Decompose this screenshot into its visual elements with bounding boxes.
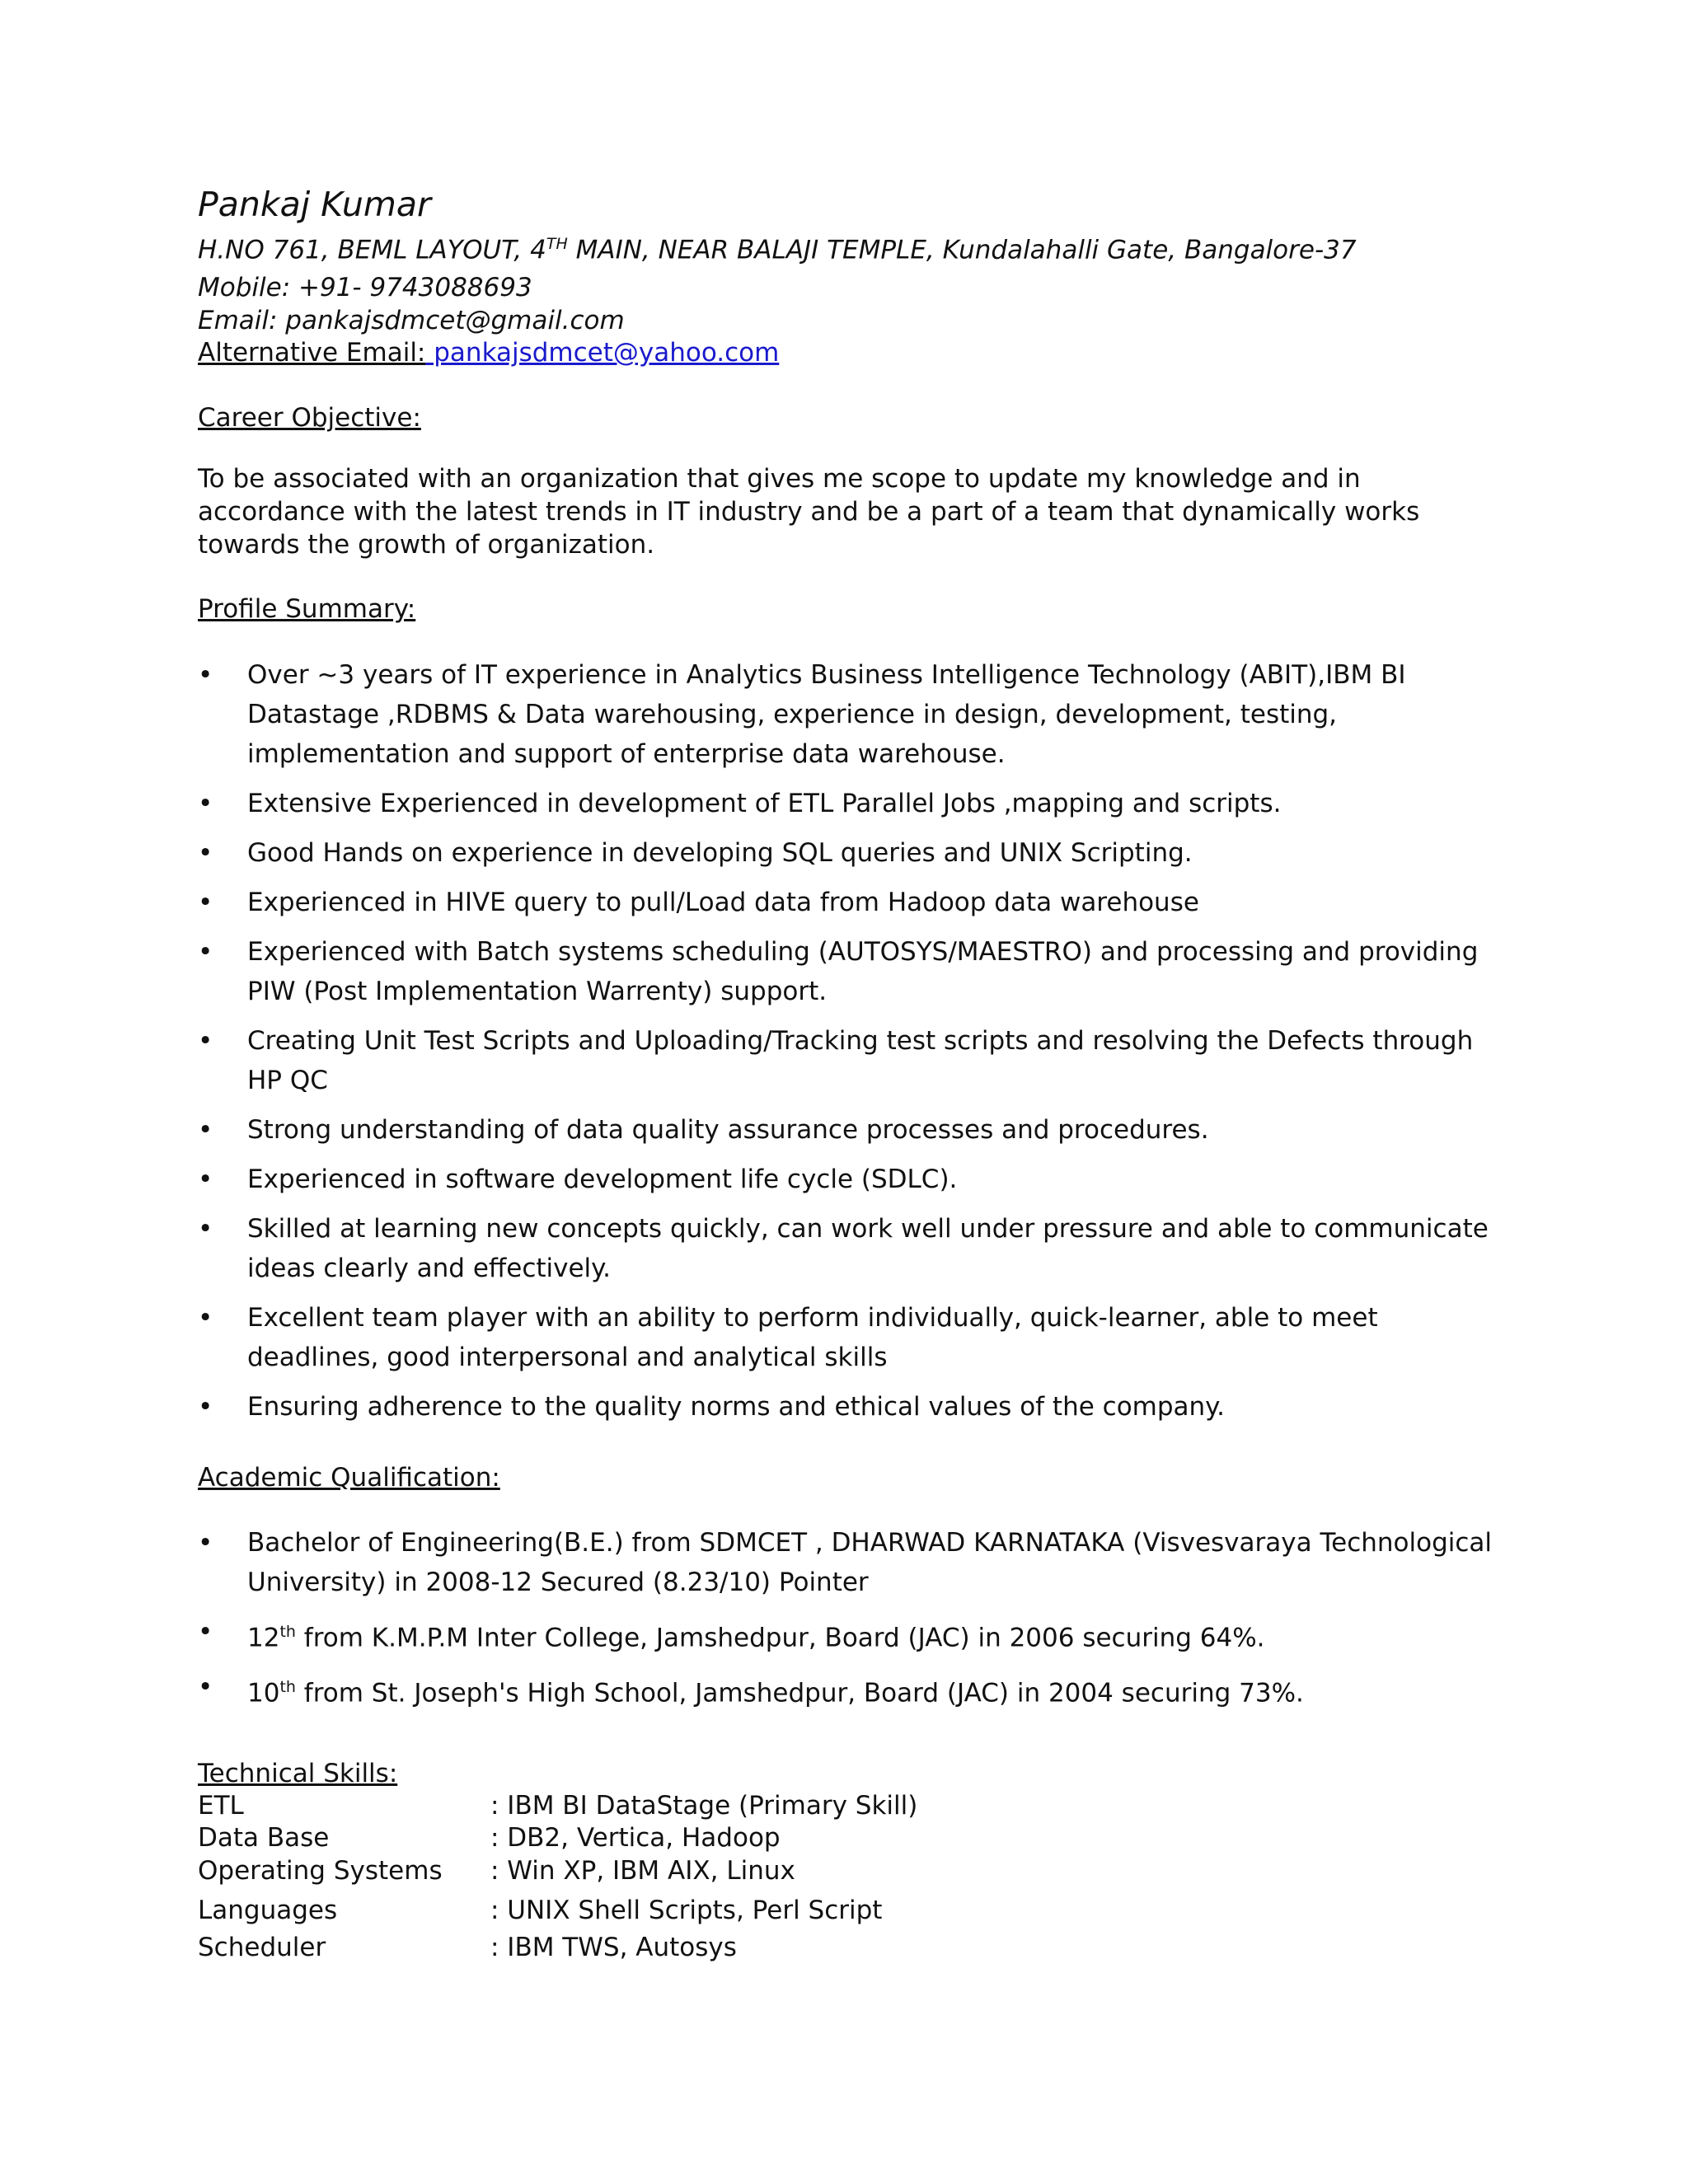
bullet-icon: • <box>198 1616 213 1647</box>
list-item: • Over ~3 years of IT experience in Analytics Business Intelligence Technology (ABIT),IBM BI Datastage ,RDBMS & Data warehousing, experience in design, development, testing, implementation and support of enterprise data warehouse. <box>198 655 1508 774</box>
bullet-icon: • <box>198 936 213 967</box>
alt-email-link[interactable]: pankajsdmcet@yahoo.com <box>425 338 780 368</box>
skill-row <box>198 1790 1508 1823</box>
list-item: • Bachelor of Engineering(B.E.) from SDMCET , DHARWAD KARNATAKA (Visvesvaraya Technological University) in 2008-12 Secured (8.23/10) Pointer <box>198 1523 1508 1602</box>
address-post: MAIN, NEAR BALAJI TEMPLE, Kundalahalli Gate, Bangalore-37 <box>567 235 1357 265</box>
academic-heading: Academic Qualification: <box>198 1462 500 1493</box>
list-item: • Good Hands on experience in developing SQL queries and UNIX Scripting. <box>198 833 1508 873</box>
skill-row <box>198 1855 1508 1888</box>
technical-skills <box>198 1759 1508 1965</box>
list-item: • 10th from St. Joseph's High School, Jamshedpur, Board (JAC) in 2004 securing 73%. <box>198 1667 1508 1713</box>
skill-value: : Win XP, IBM AIX, Linux <box>490 1855 795 1886</box>
skill-value: : DB2, Vertica, Hadoop <box>490 1823 781 1854</box>
list-item: • Excellent team player with an ability to perform individually, quick-learner, able to meet deadlines, good interpersonal and analytical skills <box>198 1298 1508 1377</box>
bullet-icon: • <box>198 788 213 818</box>
list-item: • Extensive Experienced in development of ETL Parallel Jobs ,mapping and scripts. <box>198 784 1508 823</box>
mobile-line: Mobile: +91- 9743088693 <box>198 273 532 303</box>
skill-row <box>198 1895 1508 1928</box>
bullet-icon: • <box>198 659 213 690</box>
list-item: • Experienced in software development life cycle (SDLC). <box>198 1160 1508 1199</box>
list-item: • Creating Unit Test Scripts and Uploading/Tracking test scripts and resolving the Defects through HP QC <box>198 1021 1508 1100</box>
resume-page <box>198 185 1508 1965</box>
list-item: • Experienced in HIVE query to pull/Load data from Hadoop data warehouse <box>198 883 1508 922</box>
skill-row <box>198 1932 1508 1965</box>
skill-key: Languages <box>198 1895 338 1925</box>
alt-email-label: Alternative Email: <box>198 338 426 368</box>
career-objective-text: To be associated with an organization that gives me scope to update my knowledge and in accordance with the latest trends in IT industry and be a part of a team that dynamically works towards the growth of organization. <box>198 464 1420 560</box>
candidate-name: Pankaj Kumar <box>198 185 431 224</box>
bullet-icon: • <box>198 1527 213 1558</box>
skill-key: ETL <box>198 1790 244 1821</box>
bullet-icon: • <box>198 837 213 868</box>
list-item: • Ensuring adherence to the quality norms and ethical values of the company. <box>198 1387 1508 1427</box>
bullet-icon: • <box>198 1164 213 1194</box>
skill-row <box>198 1822 1508 1855</box>
bullet-icon: • <box>198 887 213 917</box>
skill-value: : UNIX Shell Scripts, Perl Script <box>490 1895 883 1925</box>
address-line <box>198 234 1508 267</box>
list-item: • Strong understanding of data quality assurance processes and procedures. <box>198 1110 1508 1150</box>
alt-email-line <box>198 337 1508 370</box>
bullet-icon: • <box>198 1114 213 1145</box>
skill-value: : IBM TWS, Autosys <box>490 1933 737 1963</box>
bullet-icon: • <box>198 1672 213 1703</box>
profile-summary-heading: Profile Summary: <box>198 594 416 625</box>
skill-key: Operating Systems <box>198 1855 443 1886</box>
skill-value: : IBM BI DataStage (Primary Skill) <box>490 1790 918 1821</box>
address-pre: H.NO 761, BEML LAYOUT, 4 <box>198 235 546 265</box>
technical-skills-heading: Technical Skills: <box>198 1759 398 1789</box>
bullet-icon: • <box>198 1213 213 1244</box>
profile-summary-list <box>198 655 1508 1427</box>
list-item: • 12th from K.M.P.M Inter College, Jamshedpur, Board (JAC) in 2006 securing 64%. <box>198 1612 1508 1657</box>
list-item: • Experienced with Batch systems scheduling (AUTOSYS/MAESTRO) and processing and providing PIW (Post Implementation Warrenty) support. <box>198 932 1508 1011</box>
skill-key: Scheduler <box>198 1933 326 1963</box>
career-objective-heading: Career Objective: <box>198 403 421 434</box>
bullet-icon: • <box>198 1391 213 1422</box>
bullet-icon: • <box>198 1302 213 1333</box>
bullet-icon: • <box>198 1025 213 1056</box>
academic-list <box>198 1523 1508 1713</box>
list-item: • Skilled at learning new concepts quickly, can work well under pressure and able to communicate ideas clearly and effectively. <box>198 1209 1508 1288</box>
skill-key: Data Base <box>198 1823 330 1854</box>
email-line: Email: pankajsdmcet@gmail.com <box>198 305 625 335</box>
address-sup: TH <box>546 235 568 254</box>
